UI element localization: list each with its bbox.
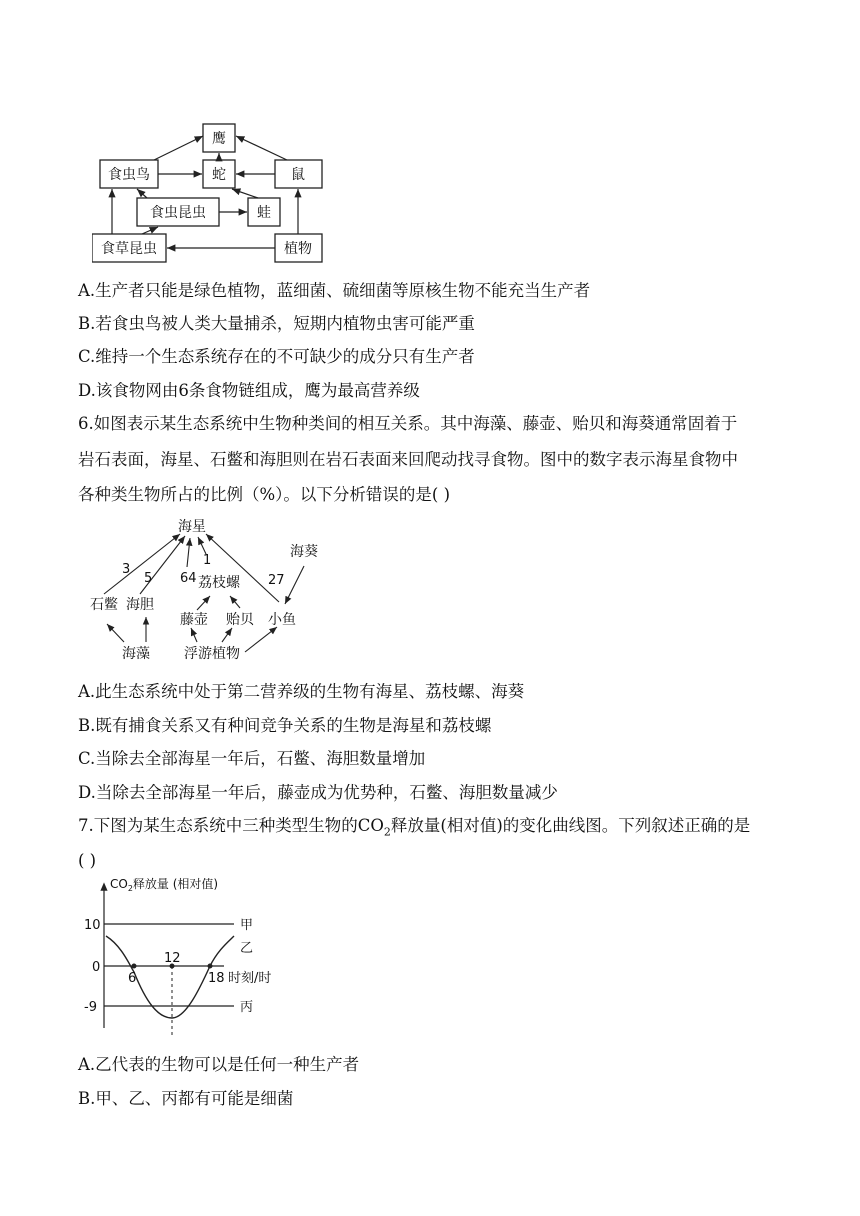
q6-option-c: C.当除去全部海星一年后，石鳖、海胆数量增加 [78,749,426,768]
arrow-barnacle-to-starfish [187,538,190,567]
q7-stem-line1: 7.下图为某生态系统中三种类型生物的$CO_2$释放量(相对值)的变化曲线图。下列叙述正确的是 [78,816,751,839]
herbivorous-insect-label: 食草昆虫 [101,241,157,257]
seaweed-label: 海藻 [122,646,150,662]
food-web-diagram [92,118,342,266]
eagle-label: 鹰 [212,131,226,147]
arrow-chiton-to-starfish [104,534,180,594]
arrow-plankton-to-mussel [222,628,232,642]
q5-option-d: D.该食物网由6条食物链组成，鹰为最高营养级 [78,381,420,400]
arrow-fish-to-starfish [206,534,279,602]
small-fish-label: 小鱼 [268,612,296,628]
insectivorous-bird-label: 食虫鸟 [108,167,150,183]
series-bing-label: 丙 [240,1000,254,1015]
arrow-plankton-to-fish [245,627,277,652]
plankton-label: 浮游植物 [184,646,240,662]
q5-option-b: B.若食虫鸟被人类大量捕杀，短期内植物虫害可能严重 [78,314,475,333]
arrow-bird-to-eagle [154,136,203,160]
series-jia-label: 甲 [240,918,254,933]
ytick-10: 10 [84,918,101,933]
xtick-6: 6 [128,971,137,986]
q7-option-a: A.乙代表的生物可以是任何一种生产者 [78,1055,360,1074]
q6-option-d: D.当除去全部海星一年后，藤壶成为优势种，石鳖、海胆数量减少 [78,783,558,802]
frog-label: 蛙 [257,205,271,221]
arrow-mouse-to-eagle [236,136,287,160]
arrow-whelk-to-starfish [198,537,206,554]
q6-stem-line3: 各种类生物所占的比例（%）。以下分析错误的是( ) [78,485,451,504]
arrow-barnacle-to-whelk [197,596,210,610]
barnacle-label: 藤壶 [180,612,208,628]
arrow-plankton-to-barnacle [191,628,197,642]
barnacle-percent: 64 [180,571,197,586]
y-axis-label: $CO_2$释放量 (相对值) [110,877,219,893]
point-18 [208,964,213,969]
whelk-label: 荔枝螺 [198,575,240,591]
arrow-frog-to-snake [232,189,258,198]
ytick-0: 0 [92,960,101,975]
x-axis-label: 时刻/时 [228,971,272,986]
starfish-label: 海星 [178,519,206,535]
sea-urchin-label: 海胆 [126,597,154,613]
small-fish-percent: 27 [268,573,285,588]
insectivorous-insect-label: 食虫昆虫 [150,205,206,221]
arrow-herbivore-to-insect [142,227,158,234]
whelk-percent: 1 [203,553,212,568]
q7-option-b: B.甲、乙、丙都有可能是细菌 [78,1089,294,1108]
series-yi-label: 乙 [240,941,254,956]
chiton-percent: 3 [122,562,131,577]
arrow-fish-to-anemone [285,566,304,604]
q6-stem-line2: 岩石表面，海星、石鳖和海胆则在岩石表面来回爬动找寻食物。图中的数字表示海星食物中 [78,450,738,469]
q5-option-c: C.维持一个生态系统存在的不可缺少的成分只有生产者 [78,347,475,366]
q5-option-a: A.生产者只能是绿色植物，蓝细菌、硫细菌等原核生物不能充当生产者 [78,281,591,300]
co2-release-chart [82,872,282,1044]
sea-urchin-percent: 5 [144,571,153,586]
arrow-mussel-to-whelk [230,596,240,608]
q6-option-a: A.此生态系统中处于第二营养级的生物有海星、荔枝螺、海葵 [78,682,525,701]
mussel-label: 贻贝 [226,612,254,628]
xtick-18: 18 [208,971,225,986]
snake-label: 蛇 [212,167,226,183]
xtick-12: 12 [164,951,181,966]
plant-label: 植物 [284,241,312,257]
arrow-seaweed-to-chiton [107,624,124,642]
marine-food-web-diagram [82,512,342,664]
arrow-insect-to-bird [137,189,147,198]
point-6 [132,964,137,969]
mouse-label: 鼠 [291,167,305,183]
chiton-label: 石鳖 [90,597,118,613]
q6-option-b: B.既有捕食关系又有种间竞争关系的生物是海星和荔枝螺 [78,716,492,735]
sea-anemone-label: 海葵 [290,544,318,560]
q6-stem-line1: 6.如图表示某生态系统中生物种类间的相互关系。其中海藻、藤壶、贻贝和海葵通常固着于 [78,414,738,433]
ytick-neg9: -9 [84,1000,97,1015]
q7-stem-line2: ( ) [78,851,97,870]
